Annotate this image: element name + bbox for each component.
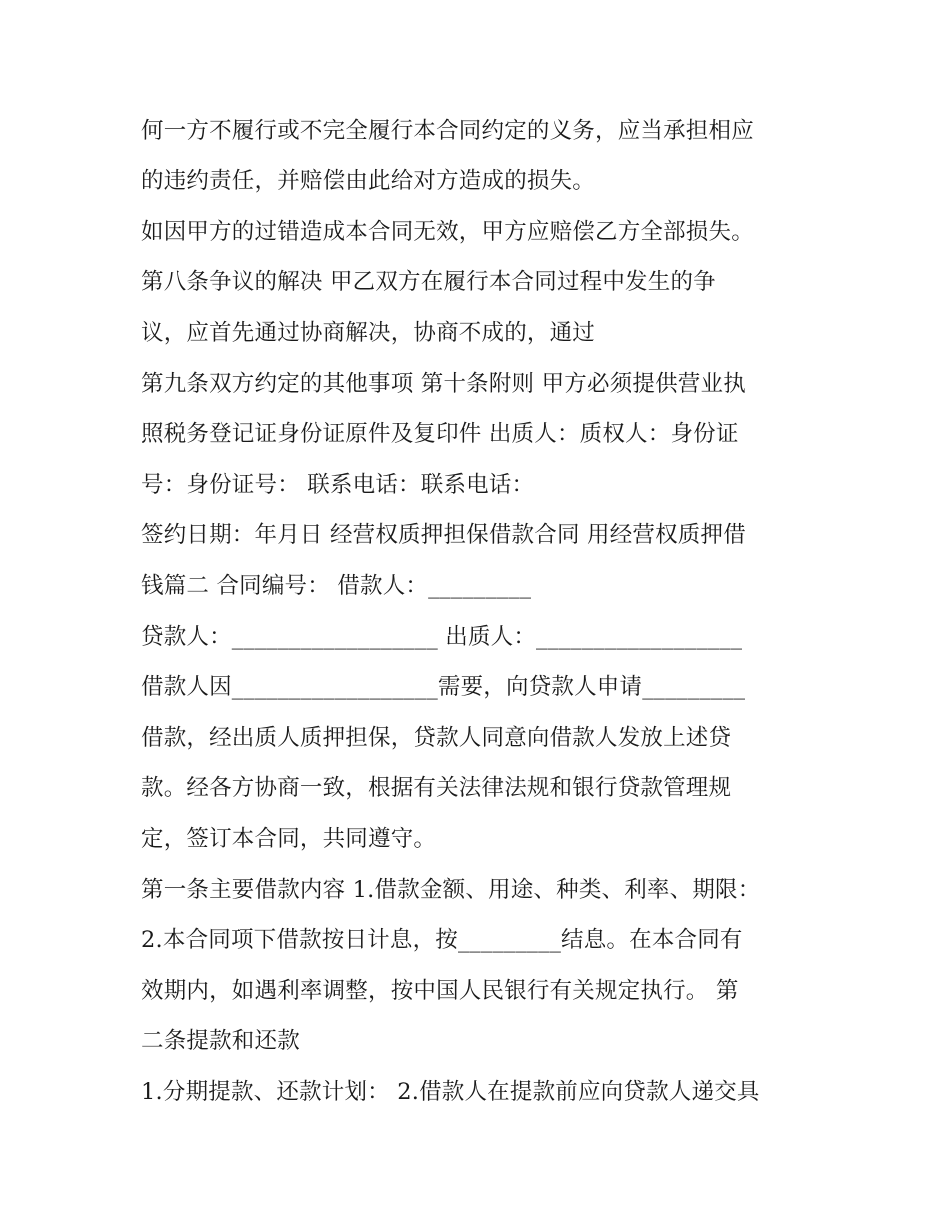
- text-line-3: 如因甲方的过错造成本合同无效，甲方应赔偿乙方全部损失。: [141, 219, 754, 245]
- text-line-15: 定，签订本合同，共同遵守。: [141, 826, 437, 852]
- text-line-17: 2.本合同项下借款按日计息，按_________结息。在本合同有: [141, 927, 743, 953]
- text-line-12: 借款人因__________________需要，向贷款人申请_________: [141, 674, 746, 700]
- text-line-14: 款。经各方协商一致，根据有关法律法规和银行贷款管理规: [141, 775, 732, 801]
- text-line-9: 签约日期：年月日 经营权质押担保借款合同 用经营权质押借: [141, 522, 746, 548]
- text-line-6: 第九条双方约定的其他事项 第十条附则 甲方必须提供营业执: [141, 371, 746, 397]
- text-line-19: 二条提款和还款: [141, 1028, 300, 1054]
- text-line-20: 1.分期提款、还款计划： 2.借款人在提款前应向贷款人递交具: [141, 1079, 760, 1105]
- text-line-16: 第一条主要借款内容 1.借款金额、用途、种类、利率、期限：: [141, 877, 761, 903]
- text-line-13: 借款，经出质人质押担保，贷款人同意向借款人发放上述贷: [141, 725, 732, 751]
- text-line-2: 的违约责任，并赔偿由此给对方造成的损失。: [141, 168, 596, 194]
- text-line-4: 第八条争议的解决 甲乙双方在履行本合同过程中发生的争: [141, 269, 716, 295]
- text-line-5: 议，应首先通过协商解决，协商不成的，通过: [141, 320, 596, 346]
- text-line-18: 效期内，如遇利率调整，按中国人民银行有关规定执行。 第: [141, 978, 739, 1004]
- text-line-1: 何一方不履行或不完全履行本合同约定的义务，应当承担相应: [141, 118, 754, 144]
- text-line-11: 贷款人：__________________ 出质人：__________________: [141, 624, 743, 650]
- text-line-8: 号：身份证号： 联系电话：联系电话：: [141, 472, 535, 498]
- text-line-10: 钱篇二 合同编号： 借款人：_________: [141, 573, 532, 599]
- text-line-7: 照税务登记证身份证原件及复印件 出质人：质权人：身份证: [141, 421, 739, 447]
